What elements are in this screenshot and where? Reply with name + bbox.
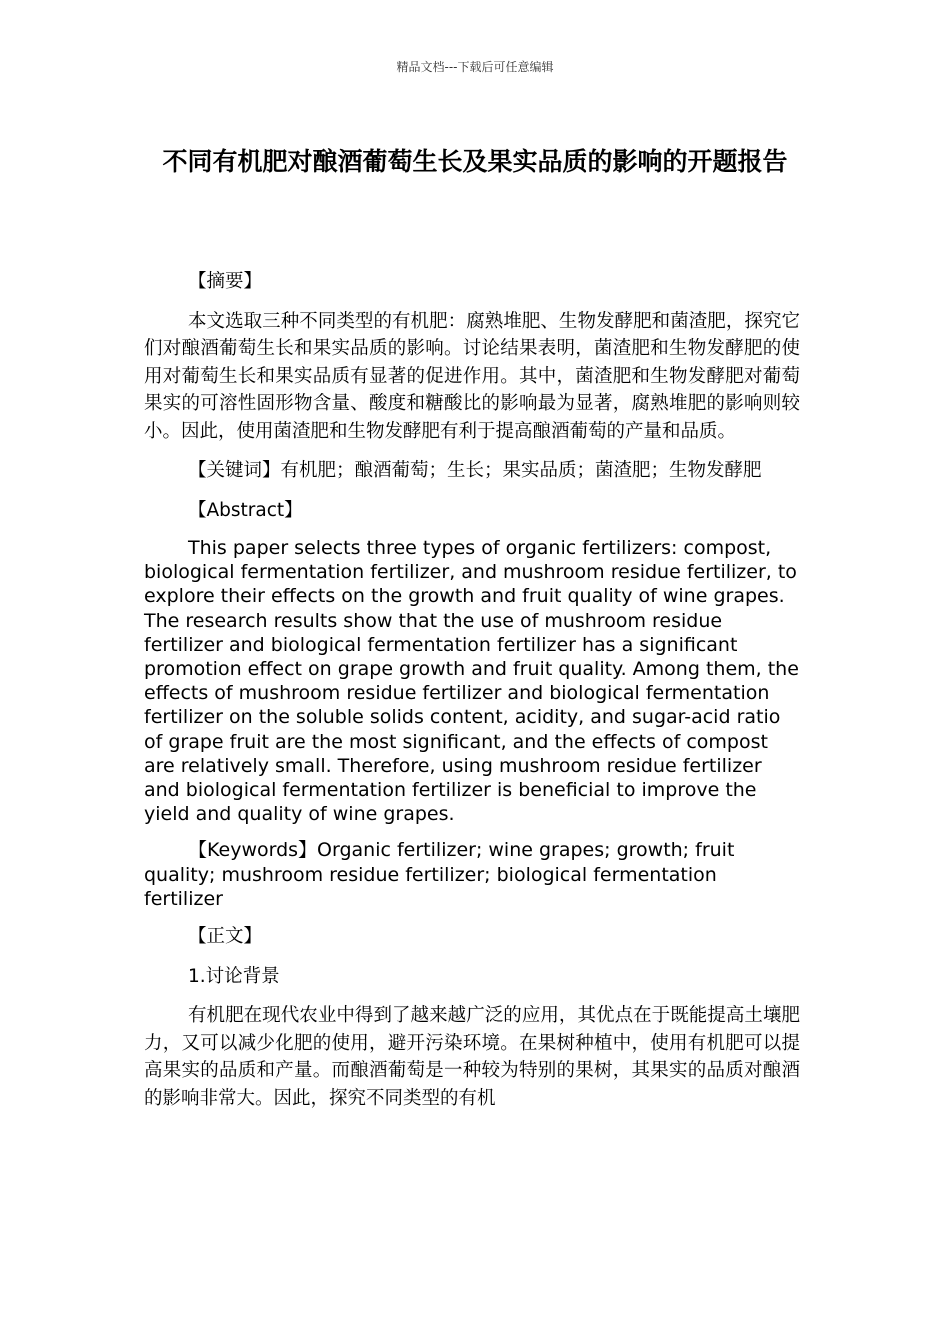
document-body [144,268,800,1124]
abstract-cn-body: 本文选取三种不同类型的有机肥：腐熟堆肥、生物发酵肥和菌渣肥，探究它们对酿酒葡萄生长和果实品质的影响。讨论结果表明，菌渣肥和生物发酵肥的使用对葡萄生长和果实品质有显著的促进作用。其中，菌渣肥和生物发酵肥对葡萄果实的可溶性固形物含量、酸度和糖酸比的影响最为显著，腐熟堆肥的影响则较小。因此，使用菌渣肥和生物发酵肥有利于提高酿酒葡萄的产量和品质。 [144,310,800,442]
keywords-en: 【Keywords】Organic fertilizer; wine grapes; growth; fruit quality; mushroom residue fertilizer; biological fermentation fertilizer [144,839,735,910]
abstract-cn-heading: 【摘要】 [188,271,263,292]
document-title: 不同有机肥对酿酒葡萄生长及果实品质的影响的开题报告 [162,147,788,176]
keywords-cn: 【关键词】有机肥；酿酒葡萄；生长；果实品质；菌渣肥；生物发酵肥 [188,460,762,481]
section-1-heading: 1.讨论背景 [188,965,280,987]
section-1-body: 有机肥在现代农业中得到了越来越广泛的应用，其优点在于既能提高土壤肥力，又可以减少化肥的使用，避开污染环境。在果树种植中，使用有机肥可以提高果实的品质和产量。而酿酒葡萄是一种较为特别的果树，其果实的品质对酿酒的影响非常大。因此，探究不同类型的有机 [144,1005,800,1109]
abstract-en-body: This paper selects three types of organic fertilizers: compost, biological fermentation fertilizer, and mushroom residue fertilizer, to explore their effects on the growth and fruit quality of wine grapes. The research results show that the use of mushroom residue fertilizer and biological fermentation fertilizer has a significant promotion effect on grape growth and fruit quality. Among them, the effects of mushroom residue fertilizer and biological fermentation fertilizer on the soluble solids content, acidity, and sugar-acid ratio of grape fruit are the most significant, and the effects of compost are relatively small. Therefore, using mushroom residue fertilizer and biological fermentation fertilizer is beneficial to improve the yield and quality of wine grapes. [144,537,799,826]
main-text-heading: 【正文】 [188,926,263,948]
abstract-en-heading: 【Abstract】 [188,499,303,521]
header-note: 精品文档---下载后可任意编辑 [396,60,554,74]
